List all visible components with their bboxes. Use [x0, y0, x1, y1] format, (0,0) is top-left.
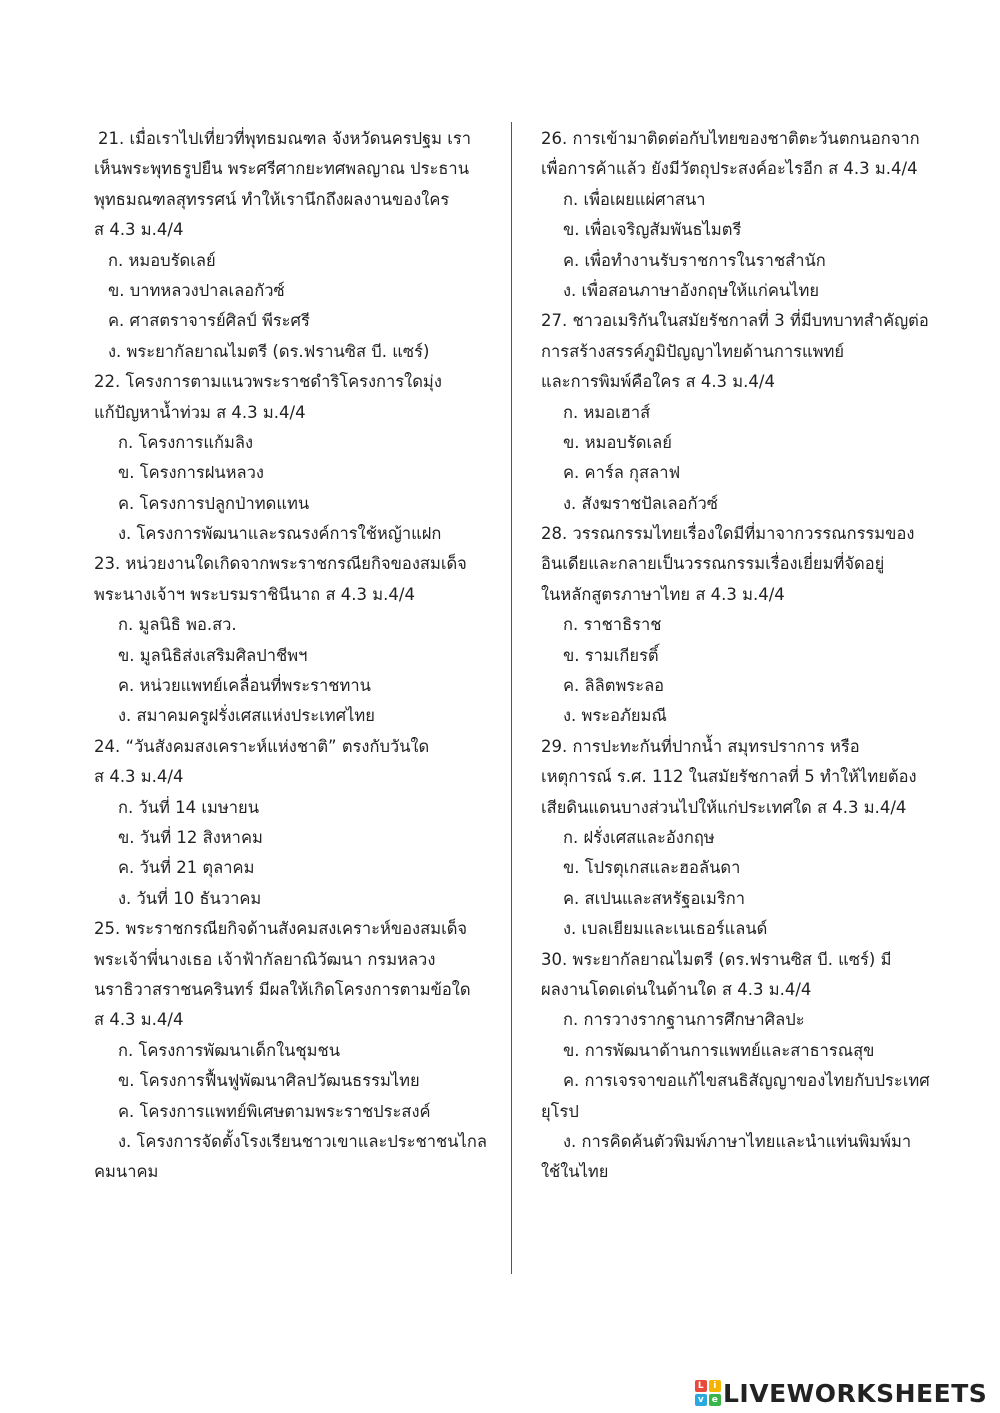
- column-divider: [511, 122, 512, 1274]
- question-text: ในหลักสูตรภาษาไทย ส 4.3 ม.4/4: [541, 584, 785, 604]
- question-text: เหตุการณ์ ร.ศ. 112 ในสมัยรัชกาลที่ 5 ทำให้ไทยต้อง: [541, 767, 917, 787]
- choice: ก. โครงการพัฒนาเด็กในชุมชน: [118, 1040, 340, 1060]
- question-text: แก้ปัญหาน้ำท่วม ส 4.3 ม.4/4: [94, 402, 306, 422]
- choice: ง. เบลเยียมและเนเธอร์แลนด์: [563, 919, 768, 939]
- choice: ค. วันที่ 21 ตุลาคม: [118, 858, 255, 878]
- choice: ง. พระอภัยมณี: [563, 706, 667, 726]
- choice: ก. ราชาธิราช: [563, 615, 662, 635]
- question-standard: ส 4.3 ม.4/4: [94, 767, 184, 787]
- choice: ก. วันที่ 14 เมษายน: [118, 797, 259, 817]
- question-29: [541, 732, 941, 945]
- choice: ง. โครงการพัฒนาและรณรงค์การใช้หญ้าแฝก: [118, 524, 442, 544]
- choice: ข. เพื่อเจริญสัมพันธไมตรี: [563, 220, 742, 240]
- choice: ข. การพัฒนาด้านการแพทย์และสาธารณสุข: [563, 1040, 875, 1060]
- choice-continuation: ยุโรป: [541, 1101, 579, 1121]
- choice: ก. หมอเฮาส์: [563, 402, 651, 422]
- question-text: 25. พระราชกรณียกิจด้านสังคมสงเคราะห์ของสมเด็จ: [94, 919, 468, 939]
- question-standard: ส 4.3 ม.4/4: [94, 220, 184, 240]
- question-text: และการพิมพ์คือใคร ส 4.3 ม.4/4: [541, 372, 775, 392]
- choice: ข. วันที่ 12 สิงหาคม: [118, 827, 263, 847]
- choice: ค. โครงการปลูกป่าทดแทน: [118, 493, 310, 513]
- question-text: อินเดียและกลายเป็นวรรณกรรมเรื่องเยี่ยมที่จัดอยู่: [541, 554, 885, 574]
- choice: ข. โปรตุเกสและฮอลันดา: [563, 858, 741, 878]
- question-text: นราธิวาสราชนครินทร์ มีผลให้เกิดโครงการตามข้อใด: [94, 979, 471, 999]
- question-text: พระเจ้าพี่นางเธอ เจ้าฟ้ากัลยาณิวัฒนา กรมหลวง: [94, 949, 436, 969]
- choice: ค. หน่วยแพทย์เคลื่อนที่พระราชทาน: [118, 676, 371, 696]
- choice: ง. การคิดค้นตัวพิมพ์ภาษาไทยและนำแท่นพิมพ์มา: [563, 1131, 912, 1151]
- choice: ก. ฝรั่งเศสและอังกฤษ: [563, 827, 715, 847]
- question-text: การสร้างสรรค์ภูมิปัญญาไทยด้านการแพทย์: [541, 341, 845, 361]
- choice: ก. มูลนิธิ พอ.สว.: [118, 615, 237, 635]
- question-text: 28. วรรณกรรมไทยเรื่องใดมีที่มาจากวรรณกรรมของ: [541, 524, 915, 544]
- question-text: 23. หน่วยงานใดเกิดจากพระราชกรณียกิจของสมเด็จ: [94, 554, 467, 574]
- question-text: พระนางเจ้าฯ พระบรมราชินีนาถ ส 4.3 ม.4/4: [94, 584, 415, 604]
- choice: ค. ลิลิตพระลอ: [563, 676, 665, 696]
- question-text: พุทธมณฑลสุทรรศน์ ทำให้เรานึกถึงผลงานของใคร: [94, 189, 450, 209]
- choice: ง. สังฆราชปัลเลอกัวซ์: [563, 493, 718, 513]
- question-text: เห็นพระพุทธรูปยืน พระศรีศากยะทศพลญาณ ประธาน: [94, 159, 469, 179]
- choice: ง. สมาคมครูฝรั่งเศสแห่งประเทศไทย: [118, 706, 375, 726]
- question-text: 29. การปะทะกันที่ปากน้ำ สมุทรปราการ หรือ: [541, 736, 860, 756]
- choice: ค. คาร์ล กุสลาฟ: [563, 463, 681, 483]
- question-21: [94, 124, 504, 367]
- question-text: ผลงานโดดเด่นในด้านใด ส 4.3 ม.4/4: [541, 979, 812, 999]
- choice: ข. มูลนิธิส่งเสริมศิลปาชีพฯ: [118, 645, 308, 665]
- question-24: [94, 732, 504, 914]
- choice: ค. ศาสตราจารย์ศิลป์ พีระศรี: [108, 311, 310, 331]
- choice: ค. สเปนและสหรัฐอเมริกา: [563, 888, 746, 908]
- choice: ค. เพื่อทำงานรับราชการในราชสำนัก: [563, 250, 826, 270]
- choice: ค. โครงการแพทย์พิเศษตามพระราชประสงค์: [118, 1101, 431, 1121]
- question-text: 26. การเข้ามาติดต่อกับไทยของชาติตะวันตกนอกจาก: [541, 129, 920, 148]
- left-column: [94, 124, 504, 1188]
- question-25: [94, 914, 504, 1188]
- question-text: เพื่อการค้าแล้ว ยังมีวัตถุประสงค์อะไรอีก ส 4.3 ม.4/4: [541, 159, 918, 179]
- choice: ข. บาทหลวงปาลเลอกัวซ์: [108, 280, 285, 300]
- question-text: 22. โครงการตามแนวพระราชดำริโครงการใดมุ่ง: [94, 372, 442, 392]
- choice: ง. วันที่ 10 ธันวาคม: [118, 888, 262, 908]
- choice: ก. การวางรากฐานการศึกษาศิลปะ: [563, 1010, 805, 1030]
- question-28: [541, 519, 941, 732]
- logo-mark-letter: i: [709, 1380, 721, 1392]
- choice: ก. เพื่อเผยแผ่ศาสนา: [563, 189, 706, 209]
- question-30: [541, 945, 941, 1188]
- question-text: 21. เมื่อเราไปเที่ยวที่พุทธมณฑล จังหวัดนครปฐม เรา: [98, 129, 472, 148]
- logo-mark-icon: [695, 1380, 721, 1406]
- question-text: 30. พระยากัลยาณไมตรี (ดร.ฟรานซิส บี. แซร์) มี: [541, 949, 892, 969]
- logo-mark-letter: v: [695, 1394, 707, 1406]
- choice: ค. การเจรจาขอแก้ไขสนธิสัญญาของไทยกับประเทศ: [563, 1071, 930, 1091]
- liveworksheets-logo: [695, 1378, 987, 1408]
- choice: ข. โครงการฝนหลวง: [118, 463, 264, 483]
- choice: ก. หมอบรัดเลย์: [108, 250, 216, 270]
- choice: ง. พระยากัลยาณไมตรี (ดร.ฟรานซิส บี. แซร์): [108, 341, 430, 361]
- question-27: [541, 306, 941, 519]
- logo-mark-letter: L: [695, 1380, 707, 1392]
- choice-continuation: คมนาคม: [94, 1162, 159, 1182]
- choice: ข. โครงการฟื้นฟูพัฒนาศิลปวัฒนธรรมไทย: [118, 1071, 420, 1091]
- logo-mark-letter: e: [709, 1394, 721, 1406]
- right-column: [541, 124, 941, 1188]
- question-text: เสียดินแดนบางส่วนไปให้แก่ประเทศใด ส 4.3 ม.4/4: [541, 797, 907, 817]
- choice: ข. รามเกียรติ์: [563, 645, 659, 665]
- choice: ก. โครงการแก้มลิง: [118, 432, 254, 452]
- question-text: 24. “วันสังคมสงเคราะห์แห่งชาติ” ตรงกับวันใด: [94, 736, 430, 756]
- choice: ง. โครงการจัดตั้งโรงเรียนชาวเขาและประชาชนไกล: [118, 1131, 487, 1151]
- logo-text: LIVEWORKSHEETS: [723, 1378, 988, 1408]
- choice: ง. เพื่อสอนภาษาอังกฤษให้แก่คนไทย: [563, 280, 820, 300]
- question-26: [541, 124, 941, 306]
- question-23: [94, 549, 504, 731]
- choice-continuation: ใช้ในไทย: [541, 1162, 609, 1182]
- question-22: [94, 367, 504, 549]
- question-text: 27. ชาวอเมริกันในสมัยรัชกาลที่ 3 ที่มีบทบาทสำคัญต่อ: [541, 311, 929, 331]
- choice: ข. หมอบรัดเลย์: [563, 432, 672, 452]
- question-standard: ส 4.3 ม.4/4: [94, 1010, 184, 1030]
